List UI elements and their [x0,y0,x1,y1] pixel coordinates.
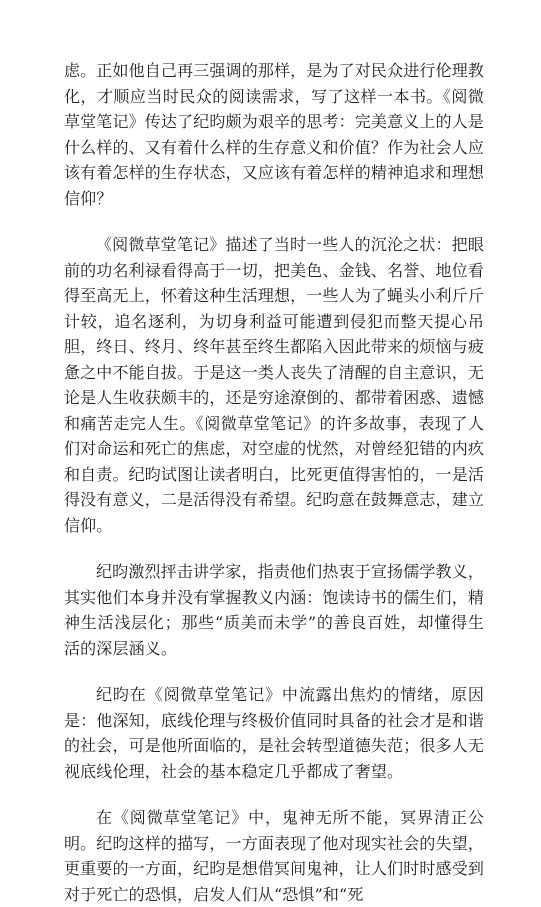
paragraph-2: 《阅微草堂笔记》描述了当时一些人的沉沦之状：把眼前的功名利禄看得高于一切，把美色、金钱、名誉、地位看得至高无上，怀着这种生活理想，一些人为了蝇头小利斤斤计较，追名逐利，为切身利益可能遭到侵犯而整天提心吊胆，终日、终月、终年甚至终生都陷入因此带来的烦恼与疲惫之中不能自拔。于是这一类人丧失了清醒的自主意识，无论是人生收获颇丰的，还是穷途潦倒的、都带着困惑、遗憾和痛苦走完人生。《阅微草堂笔记》的许多故事，表现了人们对命运和死亡的焦虑，对空虚的忧然，对曾经犯错的内疚和自责。纪昀试图让读者明白，比死更值得害怕的，一是活得没有意义，二是活得没有希望。纪昀意在鼓舞意志，建立信仰。 [64,235,484,535]
paragraph-3: 纪昀激烈抨击讲学家，指责他们热衷于宣扬儒学教义，其实他们本身并没有掌握教义内涵：饱读诗书的儒生们，精神生活浅层化；那些“质美而未学”的善良百姓，却懂得生活的深层涵义。 [64,562,484,658]
paragraph-5: 在《阅微草堂笔记》中，鬼神无所不能，冥界清正公明。纪昀这样的描写，一方面表现了他对现实社会的失望，更重要的一方面，纪昀是想借冥间鬼神，让人们时时感受到对于死亡的恐惧，启发人们从“恐惧”和“死 [64,808,484,904]
paragraph-1: 虑。正如他自己再三强调的那样，是为了对民众进行伦理教化，才顺应当时民众的阅读需求，写了这样一本书。《阅微草堂笔记》传达了纪昀颇为艰辛的思考：完美意义上的人是什么样的、又有着什么样的生存意义和价值？作为社会人应该有着怎样的生存状态，又应该有着怎样的精神追求和理想信仰？ [64,61,484,208]
paragraph-4: 纪昀在《阅微草堂笔记》中流露出焦灼的情绪，原因是：他深知，底线伦理与终极价值同时具备的社会才是和谐的社会，可是他所面临的，是社会转型道德失范；很多人无视底线伦理，社会的基本稳定几乎都成了奢望。 [64,685,484,781]
